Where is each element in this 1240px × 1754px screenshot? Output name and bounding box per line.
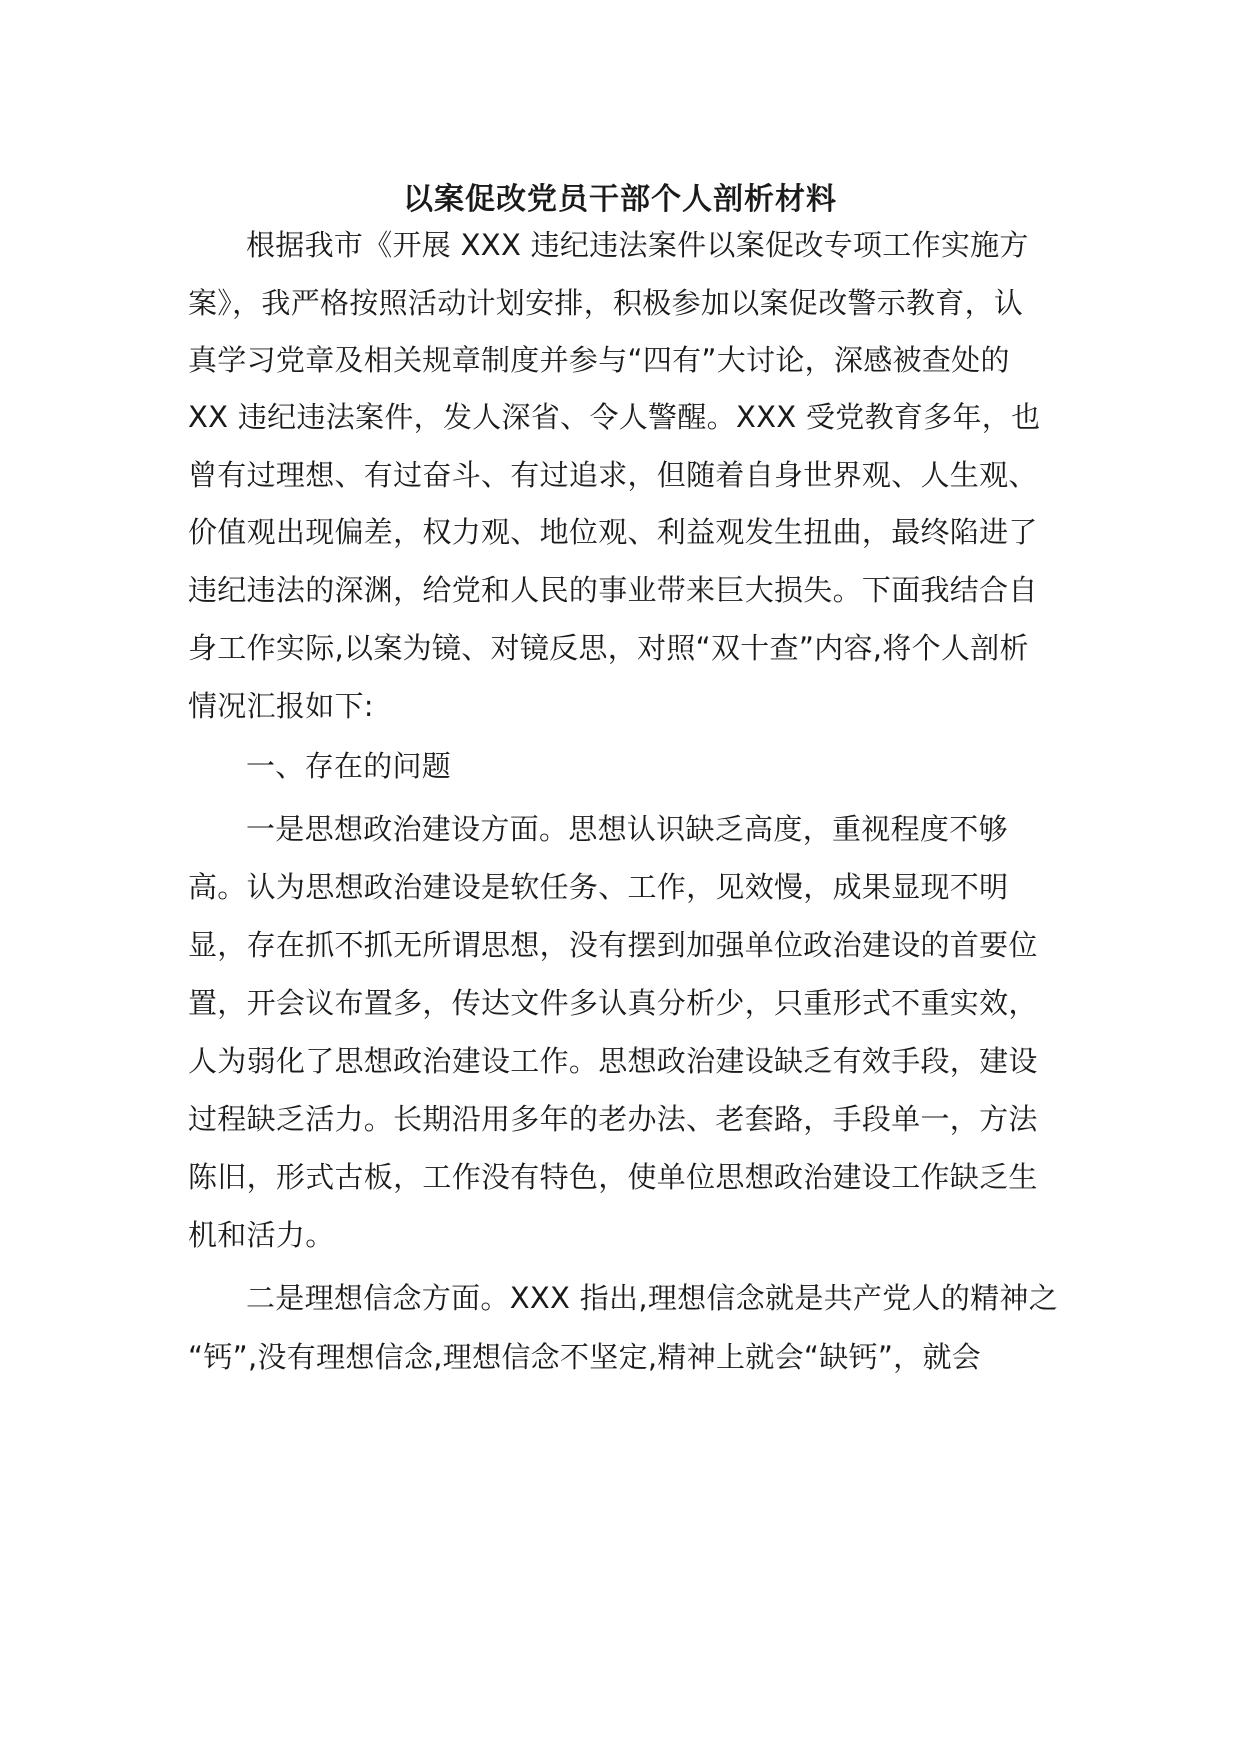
paragraph-line: 根据我市《开展 XXX 违纪违法案件以案促改专项工作实施方 (246, 228, 1029, 262)
paragraph-line: 二是理想信念方面。XXX 指出,理想信念就是共产党人的精神之 (246, 1281, 1059, 1315)
paragraph-line: 显，存在抓不抓无所谓思想，没有摆到加强单位政治建设的首要位 (188, 928, 1038, 962)
section-heading: 一、存在的问题 (246, 749, 452, 783)
document-title: 以案促改党员干部个人剖析材料 (403, 182, 837, 217)
paragraph-line: 过程缺乏活力。长期沿用多年的老办法、老套路，手段单一，方法 (188, 1102, 1038, 1136)
paragraph-line: 身工作实际,以案为镜、对镜反思，对照“双十查”内容,将个人剖析 (188, 631, 1029, 665)
paragraph-line: 置，开会议布置多，传达文件多认真分析少，只重形式不重实效， (188, 986, 1038, 1020)
paragraph-line: 违纪违法的深渊，给党和人民的事业带来巨大损失。下面我结合自 (188, 573, 1038, 607)
paragraph-line: 情况汇报如下: (188, 689, 374, 723)
paragraph-line: 机和活力。 (188, 1218, 335, 1252)
paragraph-line: 一是思想政治建设方面。思想认识缺乏高度，重视程度不够 (246, 812, 1008, 846)
paragraph-line: 高。认为思想政治建设是软任务、工作，见效慢，成果显现不明 (188, 870, 1009, 904)
paragraph-line: 价值观出现偏差，权力观、地位观、利益观发生扭曲，最终陷进了 (188, 515, 1038, 549)
paragraph-line: 真学习党章及相关规章制度并参与“四有”大讨论，深感被查处的 (188, 343, 1010, 377)
paragraph-line: 曾有过理想、有过奋斗、有过追求，但随着自身世界观、人生观、 (188, 458, 1038, 492)
paragraph-line: 案》，我严格按照活动计划安排，积极参加以案促改警示教育，认 (188, 286, 1024, 320)
paragraph-line: 陈旧，形式古板，工作没有特色，使单位思想政治建设工作缺乏生 (188, 1160, 1038, 1194)
paragraph-line: “钙”,没有理想信念,理想信念不坚定,精神上就会“缺钙”，就会 (188, 1340, 982, 1374)
paragraph-line: XX 违纪违法案件，发人深省、令人警醒。XXX 受党教育多年，也 (188, 400, 1041, 434)
paragraph-line: 人为弱化了思想政治建设工作。思想政治建设缺乏有效手段，建设 (188, 1044, 1038, 1078)
